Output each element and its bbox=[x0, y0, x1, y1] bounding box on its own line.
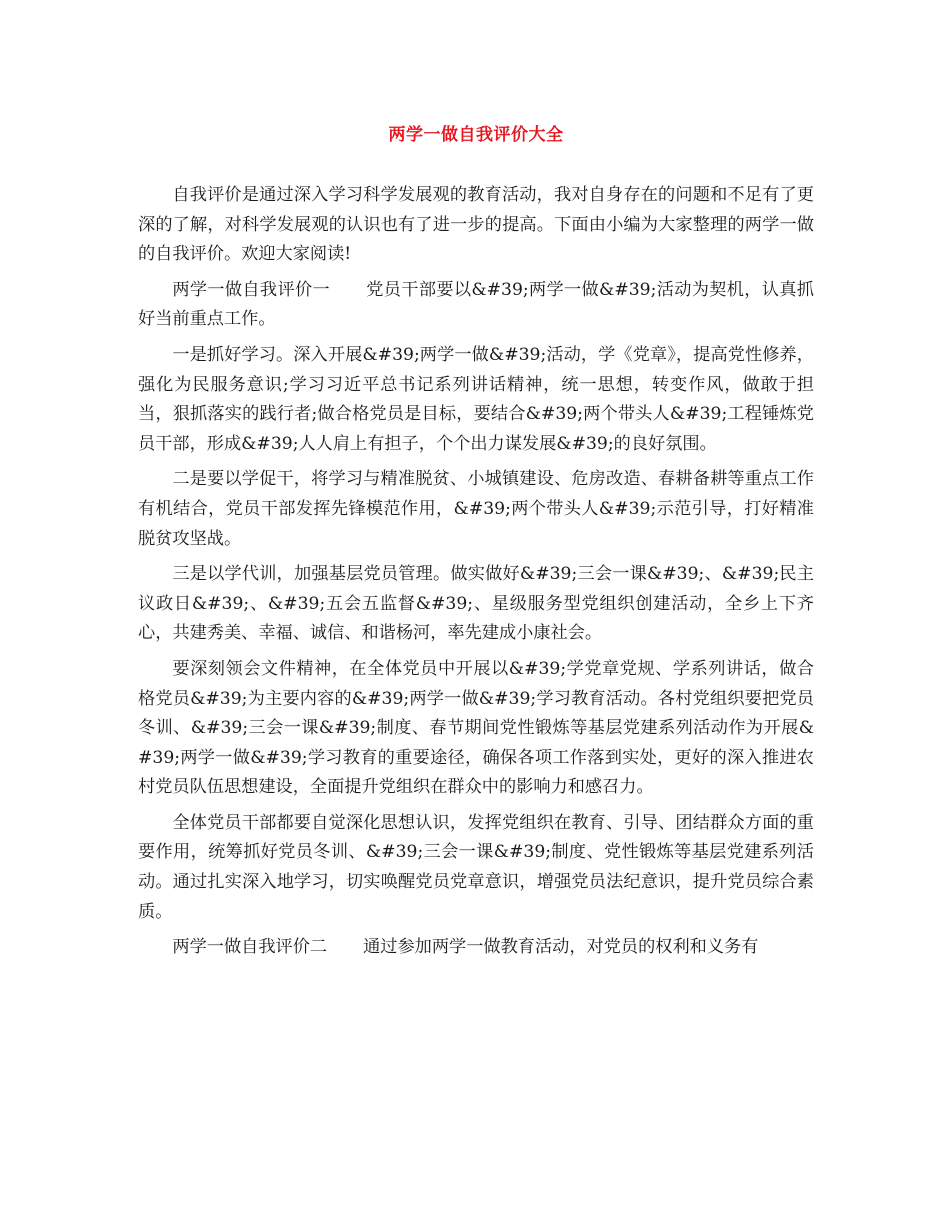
paragraph bbox=[138, 655, 814, 803]
paragraph bbox=[138, 933, 814, 963]
paragraph-text: 二是要以学促干，将学习与精准脱贫、小城镇建设、危房改造、春耕备耕等重点工作有机结合，党员干部发挥先锋模范作用，&#39;两个带头人&#39;示范引导，打好精准脱贫攻坚战。 bbox=[138, 469, 814, 549]
section-heading: 两学一做自我评价二 bbox=[172, 937, 328, 958]
paragraph bbox=[138, 276, 814, 335]
section-heading: 两学一做自我评价一 bbox=[172, 279, 330, 300]
paragraph bbox=[138, 341, 814, 459]
paragraph bbox=[138, 809, 814, 927]
document-title: 两学一做自我评价大全 bbox=[388, 125, 564, 145]
paragraph bbox=[138, 560, 814, 649]
paragraph-text: 通过参加两学一做教育活动，对党员的权利和义务有 bbox=[363, 937, 759, 958]
paragraph bbox=[138, 181, 814, 270]
document-page bbox=[138, 0, 814, 1230]
paragraph-text: 党员干部要以&#39;两学一做&#39;活动为契机，认真抓好当前重点工作。 bbox=[138, 279, 814, 330]
document-body bbox=[138, 181, 814, 969]
paragraph-text: 一是抓好学习。深入开展&#39;两学一做&#39;活动，学《党章》，提高党性修养，强化为民服务意识;学习习近平总书记系列讲话精神，统一思想，转变作风，做敢于担当，狠抓落实的践行者;做合格党员是目标，要结合&#39;两个带头人&#39;工程锤炼党员干部，形成&#39;人人肩上有担子，个个出力谋发展&#39;的良好氛围。 bbox=[138, 344, 814, 454]
paragraph-text: 要深刻领会文件精神，在全体党员中开展以&#39;学党章党规、学系列讲话，做合格党员&#39;为主要内容的&#39;两学一做&#39;学习教育活动。各村党组织要把党员冬训、&#39;三会一课&#39;制度、春节期间党性锻炼等基层党建系列活动作为开展&#39;两学一做&#39;学习教育的重要途径，确保各项工作落到实处，更好的深入推进农村党员队伍思想建设，全面提升党组织在群众中的影响力和感召力。 bbox=[138, 658, 814, 798]
paragraph-text: 全体党员干部都要自觉深化思想认识，发挥党组织在教育、引导、团结群众方面的重要作用，统筹抓好党员冬训、&#39;三会一课&#39;制度、党性锻炼等基层党建系列活动。通过扎实深入地学习，切实唤醒党员党章意识，增强党员法纪意识，提升党员综合素质。 bbox=[138, 812, 814, 922]
paragraph bbox=[138, 465, 814, 554]
paragraph-text: 自我评价是通过深入学习科学发展观的教育活动，我对自身存在的问题和不足有了更深的了解，对科学发展观的认识也有了进一步的提高。下面由小编为大家整理的两学一做的自我评价。欢迎大家阅读! bbox=[138, 185, 814, 265]
paragraph-text: 三是以学代训，加强基层党员管理。做实做好&#39;三会一课&#39;、&#39;民主议政日&#39;、&#39;五会五监督&#39;、星级服务型党组织创建活动，全乡上下齐心，共建秀美、幸福、诚信、和谐杨河，率先建成小康社会。 bbox=[138, 564, 814, 644]
